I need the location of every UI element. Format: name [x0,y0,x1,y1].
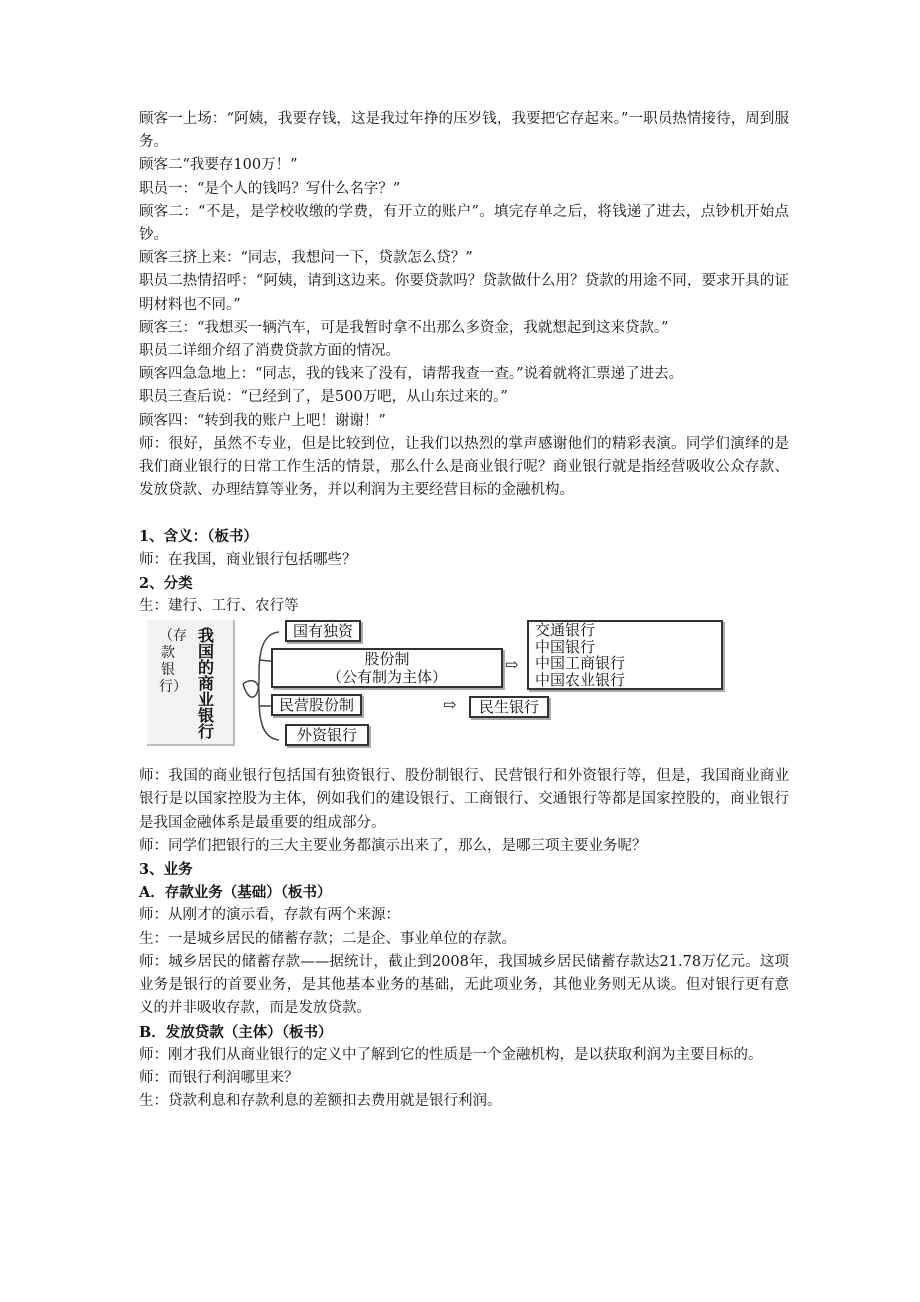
paragraph: 师：城乡居民的储蓄存款——据统计，截止到2008年，我国城乡居民储蓄存款达21.78万亿元。这项业务是银行的首要业务，是其他基本业务的基础，无此项业务，其他业务则无从谈。但对银行更有意义的并非吸收存款，而是发放贷款。 [139,953,789,1017]
paragraph: 顾客一上场：“阿姨，我要存钱，这是我过年挣的压岁钱，我要把它存起来。”一职员热情接待，周到服务。 [139,111,789,151]
bank-list-item: 交通银行 [535,621,596,640]
section-heading-deposit: A．存款业务（基础）（板书） [139,884,332,902]
document-page [139,108,789,1113]
root-label: 我国的商业银行 [197,626,214,742]
joint-stock-sublabel: （公有制为主体） [326,668,447,687]
paragraph: 生：一是城乡居民的储蓄存款；二是企、事业单位的存款。 [139,930,516,947]
paragraph: 顾客四急急地上：“同志，我的钱来了没有，请帮我查一查。”说着就将汇票递了进去。 [139,366,684,383]
root-box [147,620,235,746]
minsheng-bank-box: 民生银行 [469,696,549,718]
paragraph: 生：建行、工行、农行等 [139,598,299,615]
paragraph: 师：而银行利润哪里来？ [139,1069,299,1086]
section-heading-business: 3、业务 [139,861,193,879]
paragraph: 师：刚才我们从商业银行的定义中了解到它的性质是一个金融机构，是以获取利润为主要目标的。 [139,1046,763,1063]
joint-stock-bank-list [527,620,723,690]
category-joint-stock [271,648,503,688]
paragraph: 顾客二“我要存100万！” [139,157,298,174]
paragraph: 顾客二：“不是，是学校收缴的学费，有开立的账户”。填完存单之后，将钱递了进去，点钞机开始点钞。 [139,203,789,244]
paragraph: 生：贷款利息和存款利息的差额扣去费用就是银行利润。 [139,1093,502,1110]
joint-stock-label: 股份制 [364,650,410,669]
bank-list-item: 中国银行 [535,637,596,656]
paragraph: 职员一：“是个人的钱吗？写什么名字？” [139,180,401,197]
bank-list-item: 中国工商银行 [535,654,626,673]
category-state-owned: 国有独资 [285,620,361,642]
paragraph: 顾客三：“我想买一辆汽车，可是我暂时拿不出那么多资金，我就想起到这来贷款。” [139,319,669,336]
category-foreign-bank: 外资银行 [285,724,369,746]
paragraph: 师：我国的商业银行包括国有独资银行、股份制银行、民营银行和外资银行等，但是，我国商业商业银行是以国家控股为主体，例如我们的建设银行、工商银行、交通银行等都是国家控股的，商业银行是我国金融体系是最重要的组成部分。 [139,768,789,831]
paragraph: 师：同学们把银行的三大主要业务都演示出来了，那么，是哪三项主要业务呢？ [139,837,647,854]
arrow-right-icon: ⇨ [505,655,519,675]
category-private-joint-stock: 民营股份制 [271,694,362,716]
bank-classification-diagram [147,620,626,762]
paragraph: 职员二热情招呼：“阿姨，请到这边来。你要贷款吗？贷款做什么用？贷款的用途不同，要求开具的证明材料也不同。” [139,273,789,313]
paragraph: 职员二详细介绍了消费贷款方面的情况。 [139,343,400,360]
paragraph: 职员三查后说：“已经到了，是500万吧，从山东过来的。” [139,389,508,406]
arrow-right-icon: ⇨ [443,695,457,715]
paragraph: 师：在我国，商业银行包括哪些？ [139,551,357,568]
paragraph: 顾客三挤上来：“同志，我想问一下，贷款怎么贷？” [139,250,473,267]
paragraph: 师：从刚才的演示看，存款有两个来源： [139,907,400,924]
section-heading-classification: 2、分类 [139,574,193,592]
paragraph: 顾客四：“转到我的账户上吧！谢谢！” [139,412,386,429]
root-paren-label: （存款银行） [159,628,187,696]
section-heading-meaning: 1、含义：（板书） [139,528,258,546]
section-heading-loans: B．发放贷款（主体）（板书） [139,1023,333,1041]
bank-list-item: 中国农业银行 [535,670,626,689]
paragraph: 师：很好，虽然不专业，但是比较到位，让我们以热烈的掌声感谢他们的精彩表演。同学们演绎的是我们商业银行的日常工作生活的情景，那么什么是商业银行呢？商业银行就是指经营吸收公众存款、发放贷款、办理结算等业务，并以利润为主要经营目标的金融机构。 [139,435,789,499]
